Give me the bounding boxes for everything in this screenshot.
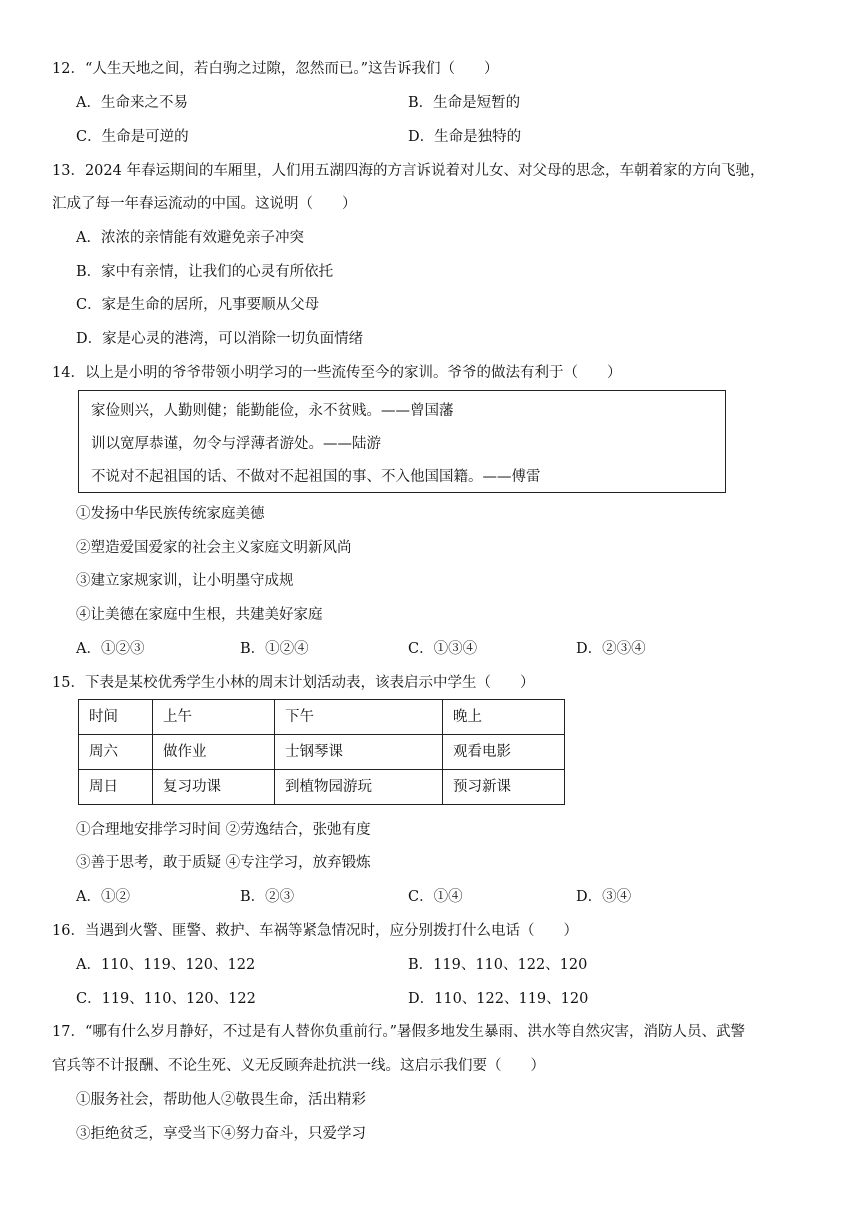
q14-option-d[interactable]: D．②③④ bbox=[576, 641, 646, 657]
q12-option-a[interactable]: A．生命来之不易 bbox=[76, 95, 188, 111]
q12-option-c[interactable]: C．生命是可逆的 bbox=[76, 129, 189, 145]
q12-stem: 12．“人生天地之间，若白驹之过隙，忽然而已。”这告诉我们（ ） bbox=[52, 61, 499, 77]
q14-item-3: ③建立家规家训，让小明墨守成规 bbox=[76, 573, 294, 589]
q16-stem: 16．当遇到火警、匪警、救护、车祸等紧急情况时，应分别拨打什么电话（ ） bbox=[52, 923, 578, 939]
q17-items-line2: ③拒绝贫乏，享受当下④努力奋斗，只爱学习 bbox=[76, 1126, 366, 1142]
table-cell: 复习功课 bbox=[153, 770, 275, 805]
table-cell: 时间 bbox=[79, 700, 153, 735]
q13-option-a[interactable]: A．浓浓的亲情能有效避免亲子冲突 bbox=[76, 230, 304, 246]
q13-option-d[interactable]: D．家是心灵的港湾，可以消除一切负面情绪 bbox=[76, 331, 364, 347]
table-cell: 上午 bbox=[153, 700, 275, 735]
q13-stem-line1: 13．2024 年春运期间的车厢里，人们用五湖四海的方言诉说着对儿女、对父母的思念，车朝着家的方向飞驰， bbox=[52, 163, 765, 179]
table-row bbox=[79, 700, 565, 735]
q13-option-b[interactable]: B．家中有亲情，让我们的心灵有所依托 bbox=[76, 264, 334, 280]
family-motto-box bbox=[78, 390, 726, 493]
motto-quote: 训以宽厚恭谨，勿令与浮薄者游处。——陆游 bbox=[91, 436, 381, 452]
q15-option-d[interactable]: D．③④ bbox=[576, 889, 632, 905]
table-cell: 预习新课 bbox=[443, 770, 565, 805]
q13-option-c[interactable]: C．家是生命的居所，凡事要顺从父母 bbox=[76, 297, 320, 313]
q14-option-b[interactable]: B．①②④ bbox=[240, 641, 309, 657]
table-cell: 晚上 bbox=[443, 700, 565, 735]
q13-stem-line2: 汇成了每一年春运流动的中国。这说明（ ） bbox=[52, 196, 357, 212]
q17-stem-line2: 官兵等不计报酬、不论生死、义无反顾奔赴抗洪一线。这启示我们要（ ） bbox=[52, 1058, 545, 1074]
q14-option-a[interactable]: A．①②③ bbox=[76, 641, 145, 657]
q15-stem: 15．下表是某校优秀学生小林的周末计划活动表，该表启示中学生（ ） bbox=[52, 675, 535, 691]
q15-option-b[interactable]: B．②③ bbox=[240, 889, 295, 905]
motto-quote: 家俭则兴，人勤则健；能勤能俭，永不贫贱。——曾国藩 bbox=[91, 403, 454, 419]
table-cell: 到植物园游玩 bbox=[275, 770, 443, 805]
q14-item-1: ①发扬中华民族传统家庭美德 bbox=[76, 506, 265, 522]
q14-stem: 14．以上是小明的爷爷带领小明学习的一些流传至今的家训。爷爷的做法有利于（ ） bbox=[52, 365, 622, 381]
q15-items-line2: ③善于思考，敢于质疑 ④专注学习，放弃锻炼 bbox=[76, 855, 371, 871]
q14-option-c[interactable]: C．①③④ bbox=[408, 641, 478, 657]
q15-option-c[interactable]: C．①④ bbox=[408, 889, 463, 905]
q16-option-a[interactable]: A．110、119、120、122 bbox=[76, 957, 256, 973]
q16-option-b[interactable]: B．119、110、122、120 bbox=[408, 957, 588, 973]
q12-option-b[interactable]: B．生命是短暂的 bbox=[408, 95, 521, 111]
table-cell: 士钢琴课 bbox=[275, 735, 443, 770]
table-row bbox=[79, 770, 565, 805]
table-cell: 下午 bbox=[275, 700, 443, 735]
q17-stem-line1: 17．“哪有什么岁月静好，不过是有人替你负重前行。”暑假多地发生暴雨、洪水等自然灾害，消防人员、武警 bbox=[52, 1024, 746, 1040]
q15-items-line1: ①合理地安排学习时间 ②劳逸结合，张弛有度 bbox=[76, 822, 371, 838]
q12-option-d[interactable]: D．生命是独特的 bbox=[408, 129, 522, 145]
table-cell: 周日 bbox=[79, 770, 153, 805]
table-cell: 做作业 bbox=[153, 735, 275, 770]
q17-items-line1: ①服务社会，帮助他人②敬畏生命，活出精彩 bbox=[76, 1092, 366, 1108]
table-row bbox=[79, 735, 565, 770]
q16-option-c[interactable]: C．119、110、120、122 bbox=[76, 991, 256, 1007]
table-cell: 观看电影 bbox=[443, 735, 565, 770]
table-cell: 周六 bbox=[79, 735, 153, 770]
motto-quote: 不说对不起祖国的话、不做对不起祖国的事、不入他国国籍。——傅雷 bbox=[91, 469, 541, 485]
q14-item-4: ④让美德在家庭中生根，共建美好家庭 bbox=[76, 607, 323, 623]
weekend-schedule-table bbox=[78, 699, 565, 805]
q14-item-2: ②塑造爱国爱家的社会主义家庭文明新风尚 bbox=[76, 540, 352, 556]
q15-option-a[interactable]: A．①② bbox=[76, 889, 130, 905]
q16-option-d[interactable]: D．110、122、119、120 bbox=[408, 991, 589, 1007]
